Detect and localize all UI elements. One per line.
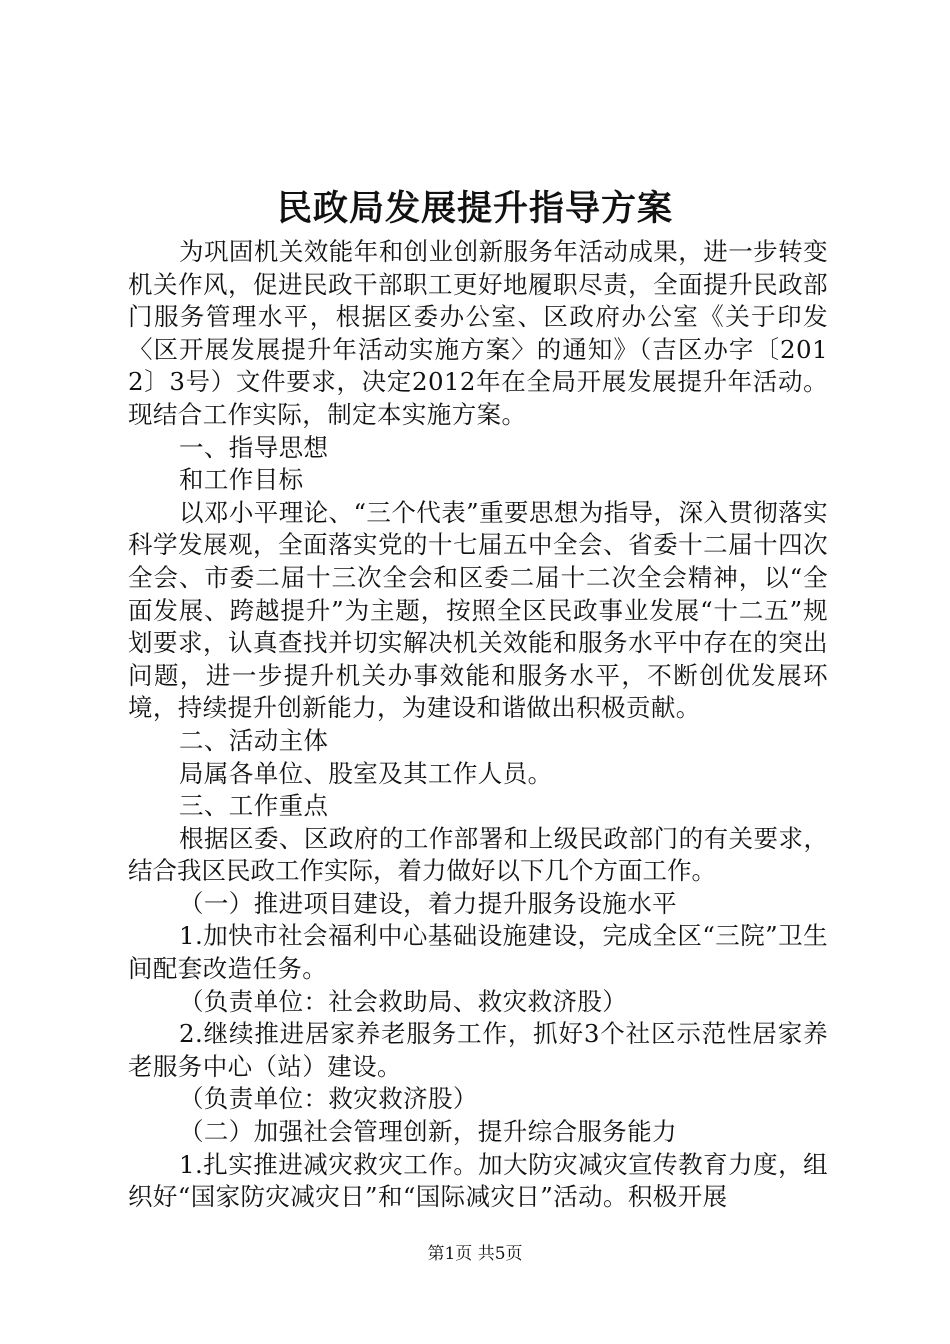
document-body	[128, 236, 828, 1214]
section-heading-activity-subject: 二、活动主体	[179, 725, 329, 755]
activity-subject-paragraph: 局属各单位、股室及其工作人员。	[179, 758, 553, 788]
page-number-footer: 第1页 共5页	[427, 1244, 523, 1264]
section-heading-work-goals: 和工作目标	[179, 465, 304, 495]
work-focus-paragraph: 根据区委、区政府的工作部署和上级民政部门的有关要求，结合我区民政工作实际，着力做好以下几个方面工作。	[128, 823, 828, 886]
subsection-heading-social-management: （二）加强社会管理创新，提升综合服务能力	[179, 1117, 677, 1147]
section-heading-work-focus: 三、工作重点	[179, 791, 329, 821]
subsection-heading-project-construction: （一）推进项目建设，着力提升服务设施水平	[179, 888, 677, 918]
document-title: 民政局发展提升指导方案	[276, 188, 673, 229]
list-item-2: 2.继续推进居家养老服务工作，抓好3个社区示范性居家养老服务中心（站）建设。	[128, 1019, 828, 1081]
responsible-unit-line: （负责单位：救灾救济股）	[179, 1084, 478, 1114]
intro-paragraph: 为巩固机关效能年和创业创新服务年活动成果，进一步转变机关作风，促进民政干部职工更好地履职尽责，全面提升民政部门服务管理水平，根据区委办公室、区政府办公室《关于印发〈区开展发展提升年活动实施方案〉的通知》（吉区办字〔2012〕3号）文件要求，决定2012年在全局开展发展提升年活动。现结合工作实际，制定本实施方案。	[128, 237, 828, 429]
list-item-1: 1.加快市社会福利中心基础设施建设，完成全区“三院”卫生间配套改造任务。	[128, 921, 828, 984]
section-heading-guiding-ideology: 一、指导思想	[179, 432, 329, 462]
guiding-ideology-paragraph: 以邓小平理论、“三个代表”重要思想为指导，深入贯彻落实科学发展观，全面落实党的十七届五中全会、省委十二届十四次全会、市委二届十三次全会和区委二届十二次全会精神，以“全面发展、跨越提升”为主题，按照全区民政事业发展“十二五”规划要求，认真查找并切实解决机关效能和服务水平中存在的突出问题，进一步提升机关办事效能和服务水平，不断创优发展环境，持续提升创新能力，为建设和谐做出积极贡献。	[128, 497, 828, 723]
responsible-unit-line: （负责单位：社会救助局、救灾救济股）	[179, 986, 628, 1016]
list-item-3: 1.扎实推进减灾救灾工作。加大防灾减灾宣传教育力度，组织好“国家防灾减灾日”和“国际减灾日”活动。积极开展	[128, 1149, 828, 1212]
